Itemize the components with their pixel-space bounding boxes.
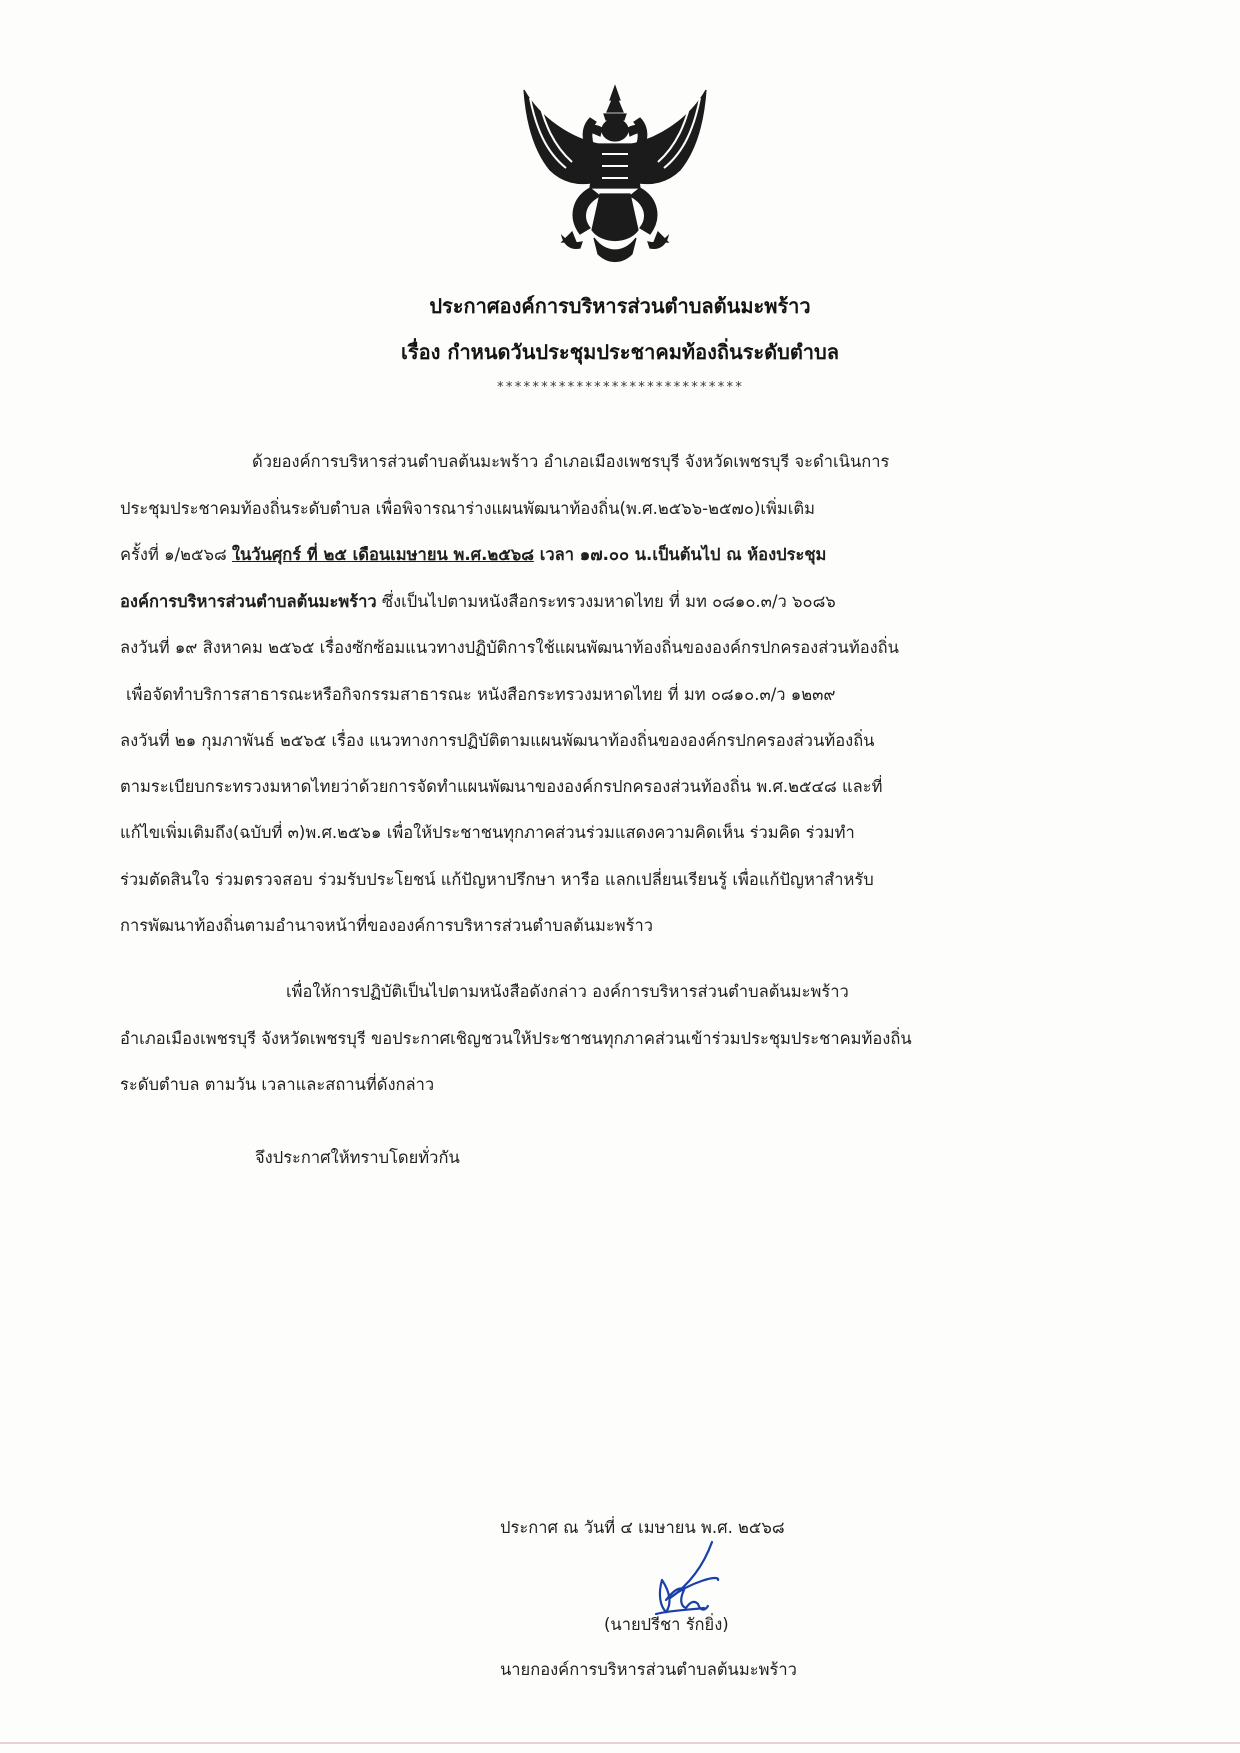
page-bottom-edge xyxy=(0,1742,1240,1744)
separator-stars: **************************** xyxy=(496,380,744,395)
signer-name: (นายปรีชา รักยิ่ง) xyxy=(604,1615,729,1634)
meeting-venue: องค์การบริหารส่วนตำบลต้นมะพร้าว xyxy=(120,592,377,611)
paragraph-1-line-2-text: ประชุมประชาคมท้องถิ่นระดับตำบล เพื่อพิจารณาร่างแผนพัฒนาท้องถิ่น(พ.ศ.๒๕๖๖-๒๕๗๐)เพิ่มเติม xyxy=(120,499,816,518)
paragraph-1-line-6: เพื่อจัดทำบริการสาธารณะหรือกิจกรรมสาธารณะ หนังสือกระทรวงมหาดไทย ที่ มท ๐๘๑๐.๓/ว ๑๒๓๙ xyxy=(126,685,836,704)
signer-position: นายกองค์การบริหารส่วนตำบลต้นมะพร้าว xyxy=(500,1660,797,1679)
paragraph-1-line-8: ตามระเบียบกระทรวงมหาดไทยว่าด้วยการจัดทำแผนพัฒนาขององค์กรปกครองส่วนท้องถิ่น พ.ศ.๒๕๔๘ และที่ xyxy=(120,777,883,796)
paragraph-1-line-1: ด้วยองค์การบริหารส่วนตำบลต้นมะพร้าว อำเภอเมืองเพชรบุรี จังหวัดเพชรบุรี จะดำเนินการ xyxy=(252,452,890,471)
announcement-title: ประกาศองค์การบริหารส่วนตำบลต้นมะพร้าว xyxy=(429,294,811,318)
paragraph-1-line-7: ลงวันที่ ๒๑ กุมภาพันธ์ ๒๕๖๕ เรื่อง แนวทางการปฏิบัติตามแผนพัฒนาท้องถิ่นขององค์กรปกครองส่วนท้องถิ่น xyxy=(120,731,875,750)
announcement-subject: เรื่อง กำหนดวันประชุมประชาคมท้องถิ่นระดับตำบล xyxy=(401,340,839,364)
paragraph-1-line-10: ร่วมตัดสินใจ ร่วมตรวจสอบ ร่วมรับประโยชน์ แก้ปัญหาปรึกษา หารือ แลกเปลี่ยนเรียนรู้ เพื่อแก้ปัญหาสำหรับ xyxy=(120,870,874,889)
meeting-number: ครั้งที่ ๑/๒๕๖๘ xyxy=(120,545,232,564)
paragraph-1-line-2 xyxy=(120,498,1120,520)
closing-statement: จึงประกาศให้ทราบโดยทั่วกัน xyxy=(255,1148,460,1167)
paragraph-1-line-3 xyxy=(120,544,826,566)
meeting-date: ในวันศุกร์ ที่ ๒๕ เดือนเมษายน พ.ศ.๒๕๖๘ xyxy=(231,545,534,564)
announcement-date: ประกาศ ณ วันที่ ๔ เมษายน พ.ศ. ๒๕๖๘ xyxy=(500,1518,785,1537)
paragraph-2-line-3: ระดับตำบล ตามวัน เวลาและสถานที่ดังกล่าว xyxy=(120,1075,435,1094)
paragraph-2-line-2: อำเภอเมืองเพชรบุรี จังหวัดเพชรบุรี ขอประกาศเชิญชวนให้ประชาชนทุกภาคส่วนเข้าร่วมประชุมประชาคมท้องถิ่น xyxy=(120,1029,912,1048)
meeting-time-place: เวลา ๑๗.๐๐ น.เป็นต้นไป ณ ห้องประชุม xyxy=(533,545,827,564)
paragraph-2-line-1: เพื่อให้การปฏิบัติเป็นไปตามหนังสือดังกล่าว องค์การบริหารส่วนตำบลต้นมะพร้าว xyxy=(286,982,849,1001)
paragraph-1-line-11: การพัฒนาท้องถิ่นตามอำนาจหน้าที่ขององค์การบริหารส่วนตำบลต้นมะพร้าว xyxy=(120,916,653,935)
paragraph-1-line-4 xyxy=(120,591,836,613)
paragraph-1-line-9: แก้ไขเพิ่มเติมถึง(ฉบับที่ ๓)พ.ศ.๒๕๖๑ เพื่อให้ประชาชนทุกภาคส่วนร่วมแสดงความคิดเห็น ร่วมคิด ร่วมทำ xyxy=(120,823,855,842)
garuda-emblem-icon xyxy=(510,78,720,273)
reference-letter-1: ซึ่งเป็นไปตามหนังสือกระทรวงมหาดไทย ที่ มท ๐๘๑๐.๓/ว ๖๐๘๖ xyxy=(376,592,836,611)
paragraph-1-line-5: ลงวันที่ ๑๙ สิงหาคม ๒๕๖๕ เรื่องซักซ้อมแนวทางปฏิบัติการใช้แผนพัฒนาท้องถิ่นขององค์กรปกครองส่วนท้องถิ่น xyxy=(120,638,899,657)
